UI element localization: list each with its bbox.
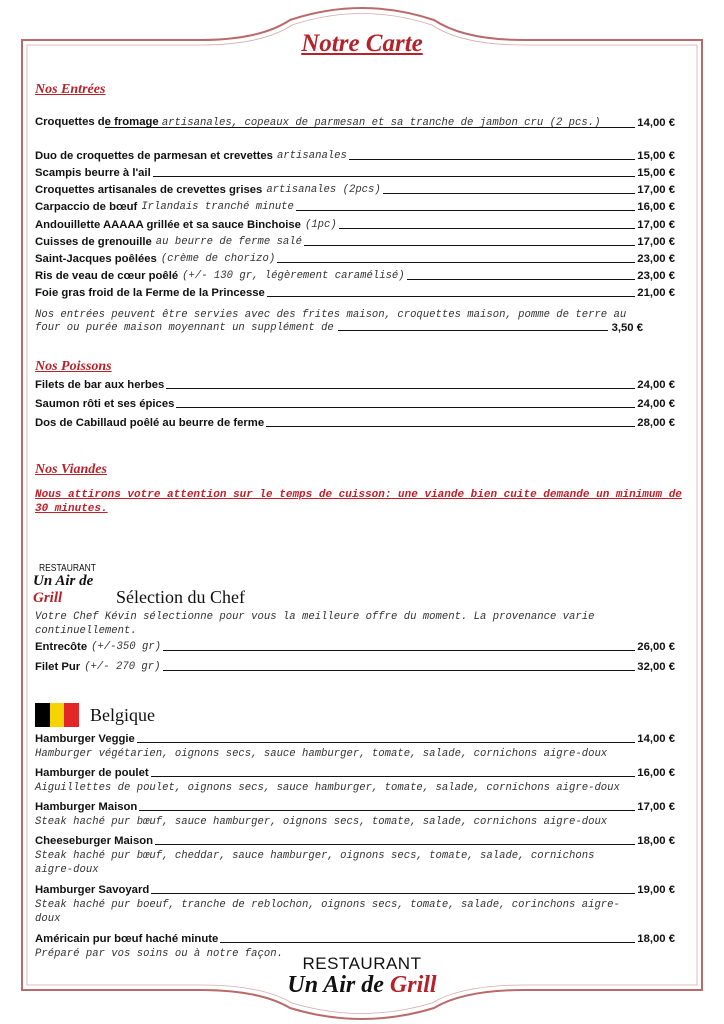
menu-item — [35, 145, 675, 163]
item-name: Hamburger de poulet — [35, 767, 149, 779]
dot-leader — [266, 426, 635, 427]
dot-leader — [163, 670, 636, 671]
menu-item — [35, 656, 675, 674]
dot-leader — [277, 262, 635, 263]
item-name: Croquettes de fromage — [35, 116, 159, 128]
item-description: Steak haché pur bœuf, sauce hamburger, oignons secs, tomate, salade, cornichons aigre-doux — [35, 816, 608, 828]
dot-leader — [176, 407, 635, 408]
menu-item — [35, 830, 675, 848]
item-name: Ris de veau de cœur poêlé — [35, 270, 179, 282]
restaurant-logo-small — [33, 563, 113, 606]
dot-leader — [139, 810, 635, 811]
menu-item — [35, 179, 675, 197]
item-description: Irlandais tranché minute — [141, 201, 294, 213]
menu-item — [35, 231, 675, 249]
item-price: 15,00 € — [637, 150, 675, 162]
item-name: Saumon rôti et ses épices — [35, 398, 175, 410]
restaurant-logo-bottom — [0, 954, 724, 999]
logo-restaurant-text: RESTAURANT — [302, 954, 422, 973]
dot-leader — [296, 210, 635, 211]
dot-leader — [304, 245, 635, 246]
item-name: Scampis beurre à l'ail — [35, 167, 151, 179]
logo-script-a: Un Air de — [33, 573, 94, 589]
dot-leader — [166, 388, 635, 389]
item-description: (+/- 270 gr) — [84, 661, 161, 673]
item-description: (crème de chorizo) — [160, 253, 276, 265]
item-description: (+/-350 gr) — [91, 641, 162, 653]
item-description: au beurre de ferme salé — [155, 236, 302, 248]
dot-leader — [163, 650, 635, 651]
flag-black-stripe — [35, 703, 50, 727]
item-price: 18,00 € — [637, 933, 675, 945]
menu-item — [35, 393, 675, 411]
item-name: Carpaccio de bœuf — [35, 201, 138, 213]
item-price: 17,00 € — [637, 184, 675, 196]
item-description: (1pc) — [304, 219, 337, 231]
menu-item — [35, 214, 675, 232]
menu-item — [35, 374, 675, 392]
dot-leader — [151, 893, 635, 894]
dot-leader — [105, 127, 635, 128]
item-name: Cuisses de grenouille — [35, 236, 152, 248]
menu-item — [35, 928, 675, 946]
item-price: 16,00 € — [637, 767, 675, 779]
logo-script-a: Un Air de — [287, 972, 390, 998]
menu-item — [35, 728, 675, 746]
cooking-warning: Nous attirons votre attention sur le temps de cuisson: une viande bien cuite demande un minimum de 30 minutes. — [35, 489, 682, 515]
menu-item — [35, 265, 675, 283]
item-name: Dos de Cabillaud poêlé au beurre de ferme — [35, 417, 265, 429]
item-name: Andouillette AAAAA grillée et sa sauce Binchoise — [35, 219, 301, 231]
dot-leader — [155, 844, 635, 845]
item-name: Foie gras froid de la Ferme de la Princesse — [35, 287, 265, 299]
menu-item — [35, 796, 675, 814]
item-price: 14,00 € — [637, 117, 675, 129]
item-name: Duo de croquettes de parmesan et crevettes — [35, 150, 273, 162]
item-name: Croquettes artisanales de crevettes grises — [35, 184, 263, 196]
menu-item — [35, 196, 675, 214]
item-name: Hamburger Maison — [35, 801, 138, 813]
item-name: Hamburger Veggie — [35, 733, 135, 745]
item-price: 15,00 € — [637, 167, 675, 179]
item-price: 23,00 € — [637, 270, 675, 282]
item-price: 24,00 € — [637, 398, 675, 410]
item-description: artisanales — [276, 150, 347, 162]
logo-script-b: Grill — [389, 972, 437, 998]
supplement-label: four ou purée maison moyennant un supplément de — [35, 322, 334, 334]
flag-red-stripe — [64, 703, 79, 727]
item-price: 26,00 € — [637, 641, 675, 653]
item-price: 14,00 € — [637, 733, 675, 745]
supplement-price: 3,50 € — [611, 322, 643, 334]
item-description: artisanales, copeaux de parmesan et sa tranche de jambon cru (2 pcs.) — [161, 117, 601, 129]
belgique-heading: Belgique — [90, 705, 155, 725]
supplement-row — [35, 318, 643, 334]
dot-leader — [267, 296, 636, 297]
belgian-flag-icon — [35, 703, 79, 727]
chef-selection-heading: Sélection du Chef — [116, 587, 245, 607]
menu-item — [35, 282, 675, 300]
section-heading-entrees: Nos Entrées — [35, 82, 106, 97]
item-name: Filet Pur — [35, 661, 81, 673]
item-price: 23,00 € — [637, 253, 675, 265]
item-name: Américain pur bœuf haché minute — [35, 933, 219, 945]
item-price: 21,00 € — [637, 287, 675, 299]
menu-item — [35, 636, 675, 654]
menu-item — [35, 762, 675, 780]
item-name: Hamburger Savoyard — [35, 884, 150, 896]
dot-leader — [349, 159, 635, 160]
item-price: 32,00 € — [637, 661, 675, 673]
section-heading-viandes: Nos Viandes — [35, 462, 107, 477]
dot-leader — [220, 942, 635, 943]
dot-leader — [151, 776, 636, 777]
item-price: 18,00 € — [637, 835, 675, 847]
logo-script — [33, 573, 113, 607]
logo-restaurant-text: RESTAURANT — [39, 563, 96, 574]
item-name: Cheeseburger Maison — [35, 835, 154, 847]
item-price: 17,00 € — [637, 801, 675, 813]
item-description: Steak haché pur boeuf, tranche de reblochon, oignons secs, tomate, salade, corinchons aigre-doux — [35, 899, 620, 925]
item-name: Saint-Jacques poêlées — [35, 253, 157, 265]
item-price: 19,00 € — [637, 884, 675, 896]
menu-item — [35, 248, 675, 266]
dot-leader — [407, 279, 636, 280]
dot-leader — [338, 330, 608, 331]
item-price: 16,00 € — [637, 201, 675, 213]
menu-item — [35, 879, 675, 897]
item-description: Préparé par vos soins ou à notre façon. — [35, 948, 283, 960]
item-price: 28,00 € — [637, 417, 675, 429]
dot-leader — [137, 742, 635, 743]
logo-script-b: Grill — [33, 590, 63, 606]
dot-leader — [153, 176, 636, 177]
dot-leader — [383, 193, 636, 194]
logo-script — [0, 972, 724, 999]
menu-item — [35, 162, 675, 180]
item-price: 24,00 € — [637, 379, 675, 391]
supplement-note: Nos entrées peuvent être servies avec des frites maison, croquettes maison, pomme de terre au — [35, 309, 627, 321]
flag-yellow-stripe — [50, 703, 65, 727]
item-price: 17,00 € — [637, 236, 675, 248]
item-description: Hamburger végétarien, oignons secs, sauce hamburger, tomate, salade, cornichons aigre-doux — [35, 748, 608, 760]
item-description: artisanales (2pcs) — [266, 184, 381, 196]
page-title: Notre Carte — [301, 30, 423, 57]
section-heading-poissons: Nos Poissons — [35, 359, 112, 374]
item-description: (+/- 130 gr, légèrement caramélisé) — [182, 270, 405, 282]
item-description: Aiguillettes de poulet, oignons secs, sauce hamburger, tomate, salade, cornichons aigre-doux — [35, 782, 620, 794]
menu-item — [35, 115, 675, 131]
item-price: 17,00 € — [637, 219, 675, 231]
item-name: Filets de bar aux herbes — [35, 379, 165, 391]
item-description: Steak haché pur bœuf, cheddar, sauce hamburger, oignons secs, tomate, salade, cornichons aigre-doux — [35, 850, 595, 876]
item-name: Entrecôte — [35, 641, 88, 653]
menu-item — [35, 412, 675, 430]
dot-leader — [339, 228, 636, 229]
chef-intro: Votre Chef Kévin sélectionne pour vous la meilleure offre du moment. La provenance varie continuellement. — [35, 611, 595, 637]
